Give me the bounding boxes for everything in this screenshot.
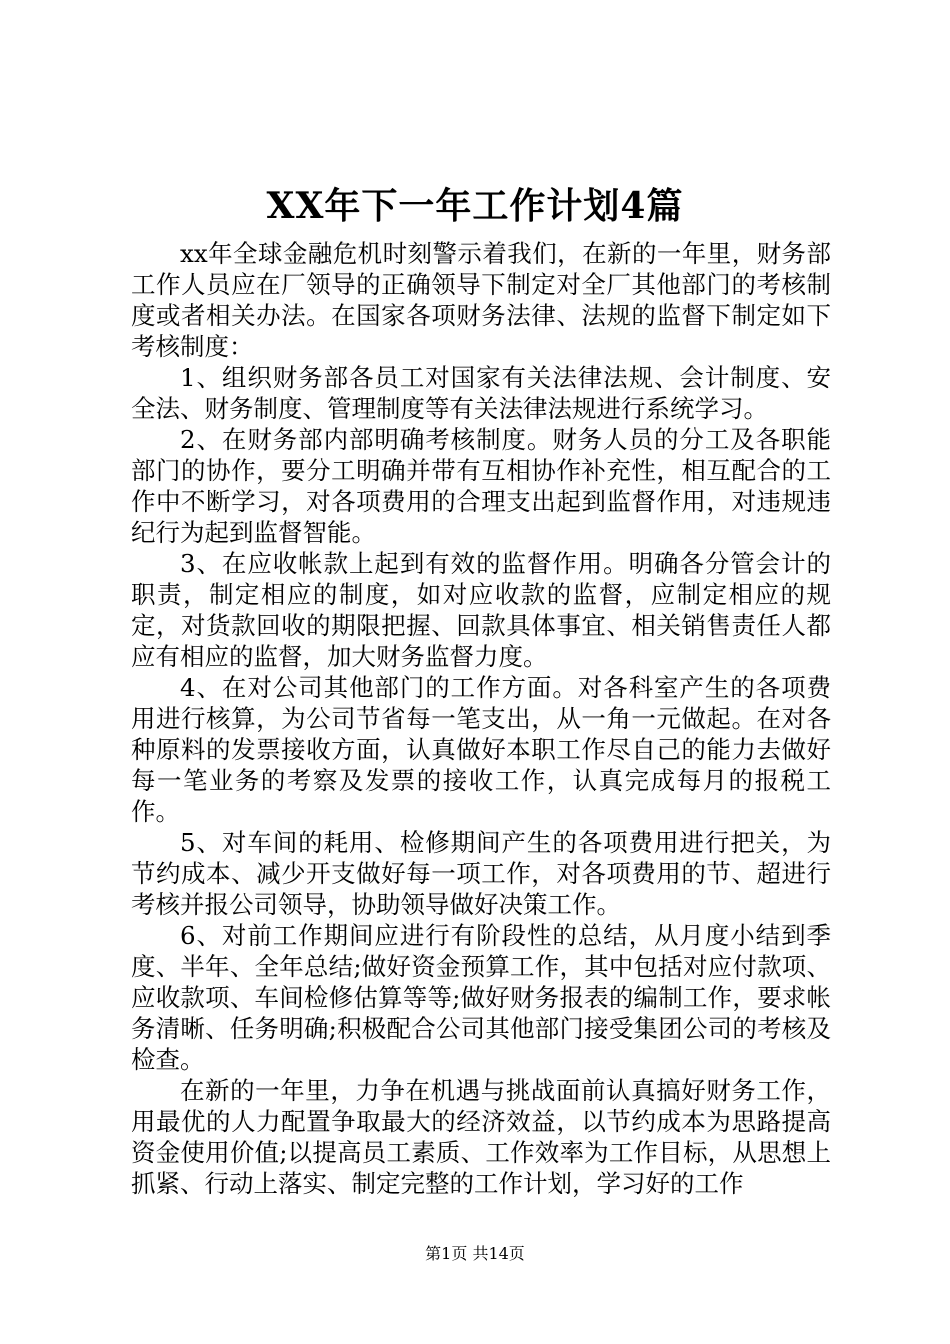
closing-paragraph: 在新的一年里，力争在机遇与挑战面前认真搞好财务工作，用最优的人力配置争取最大的经济效益，以节约成本为思路提高资金使用价值;以提高员工素质、工作效率为工作目标，从思想上抓紧、行动上落实、制定完整的工作计划，学习好的工作 [131,1076,831,1198]
item-1-paragraph: 1、组织财务部各员工对国家有关法律法规、会计制度、安全法、财务制度、管理制度等有关法律法规进行系统学习。 [131,363,831,423]
item-5-paragraph: 5、对车间的耗用、检修期间产生的各项费用进行把关，为节约成本、减少开支做好每一项工作，对各项费用的节、超进行考核并报公司领导，协助领导做好决策工作。 [131,828,831,919]
document-body [131,238,831,1199]
item-3-paragraph: 3、在应收帐款上起到有效的监督作用。明确各分管会计的职责，制定相应的制度，如对应收款的监督，应制定相应的规定，对货款回收的期限把握、回款具体事宜、相关销售责任人都应有相应的监督，加大财务监督力度。 [131,549,831,671]
intro-paragraph: xx年全球金融危机时刻警示着我们，在新的一年里，财务部工作人员应在厂领导的正确领导下制定对全厂其他部门的考核制度或者相关办法。在国家各项财务法律、法规的监督下制定如下考核制度： [131,239,831,361]
document-title: XX年下一年工作计划4篇 [266,185,684,227]
item-6-paragraph: 6、对前工作期间应进行有阶段性的总结，从月度小结到季度、半年、全年总结;做好资金预算工作，其中包括对应付款项、应收款项、车间检修估算等等;做好财务报表的编制工作，要求帐务清晰、任务明确;积极配合公司其他部门接受集团公司的考核及检查。 [131,921,831,1074]
item-2-paragraph: 2、在财务部内部明确考核制度。财务人员的分工及各职能部门的协作，要分工明确并带有互相协作补充性，相互配合的工作中不断学习，对各项费用的合理支出起到监督作用，对违规违纪行为起到监督智能。 [131,425,831,547]
item-4-paragraph: 4、在对公司其他部门的工作方面。对各科室产生的各项费用进行核算，为公司节省每一笔支出，从一角一元做起。在对各种原料的发票接收方面，认真做好本职工作尽自己的能力去做好每一笔业务的考察及发票的接收工作，认真完成每月的报税工作。 [131,673,831,826]
page-number-footer: 第1页 共14页 [425,1244,525,1263]
